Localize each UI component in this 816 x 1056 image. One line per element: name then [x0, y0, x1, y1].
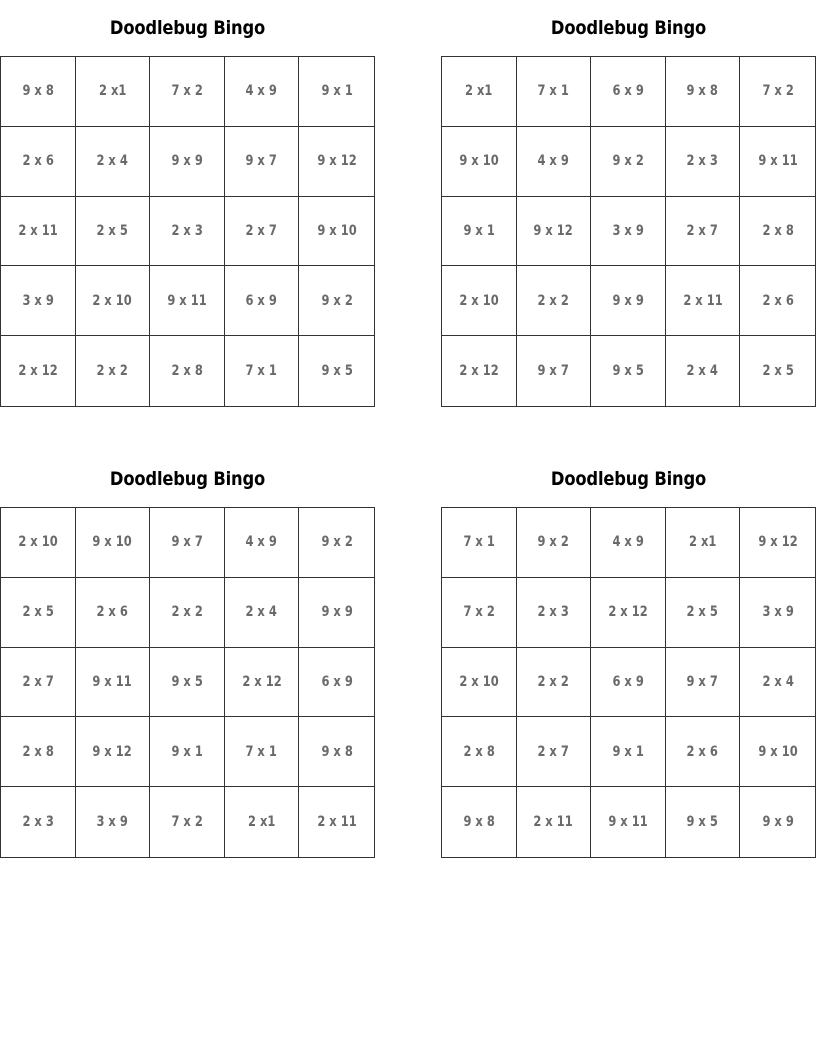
- bingo-cell-text: 2 x 6: [761, 292, 794, 309]
- bingo-cell-text: 2 x 3: [686, 153, 719, 170]
- bingo-cell-text: 7 x 1: [537, 83, 570, 100]
- bingo-cell: [76, 578, 151, 648]
- bingo-cell-text: 2 x1: [465, 83, 493, 100]
- bingo-cell-text: 4 x 9: [612, 534, 644, 551]
- bingo-cell-text: 2 x 3: [171, 222, 203, 239]
- bingo-cell-text: 9 x 8: [463, 814, 495, 831]
- bingo-cell: [591, 787, 666, 857]
- bingo-grid: [441, 507, 816, 858]
- bingo-cell: [740, 648, 815, 718]
- bingo-cell-text: 9 x 7: [245, 153, 278, 170]
- bingo-cell-text: 2 x 7: [245, 222, 278, 239]
- bingo-cell: [299, 266, 374, 336]
- bingo-cell: [442, 717, 517, 787]
- bingo-cell-text: 9 x 1: [171, 743, 203, 760]
- bingo-cell-text: 2 x 12: [18, 363, 58, 380]
- bingo-cell: [517, 648, 592, 718]
- bingo-cell: [76, 57, 151, 127]
- bingo-cell: [299, 787, 374, 857]
- bingo-cell: [150, 717, 225, 787]
- bingo-cell-text: 2 x 6: [96, 604, 129, 621]
- bingo-cell: [150, 578, 225, 648]
- bingo-cell-text: 9 x 10: [316, 222, 357, 239]
- bingo-cell-text: 9 x 2: [537, 534, 570, 551]
- bingo-cell: [591, 57, 666, 127]
- bingo-cell-text: 2 x 8: [761, 222, 794, 239]
- bingo-cell-text: 3 x 9: [761, 604, 794, 621]
- bingo-cell: [591, 336, 666, 406]
- bingo-cell-text: 2 x 3: [537, 604, 570, 621]
- bingo-cell: [150, 336, 225, 406]
- bingo-cell: [442, 648, 517, 718]
- bingo-cell: [225, 648, 300, 718]
- bingo-cell: [740, 787, 815, 857]
- bingo-cell-text: 6 x 9: [612, 673, 644, 690]
- bingo-cell-text: 2 x 11: [18, 222, 58, 239]
- bingo-cell: [442, 336, 517, 406]
- bingo-cell: [225, 266, 300, 336]
- bingo-cell: [1, 508, 76, 578]
- bingo-cell-text: 2 x 4: [96, 153, 129, 170]
- bingo-cell: [517, 57, 592, 127]
- bingo-cell: [517, 197, 592, 267]
- bingo-cell-text: 6 x 9: [612, 83, 644, 100]
- bingo-grid: [441, 56, 816, 407]
- bingo-cell: [225, 717, 300, 787]
- bingo-cell: [591, 508, 666, 578]
- bingo-card-1: [0, 1, 375, 407]
- bingo-cell-text: 9 x 7: [686, 673, 719, 690]
- bingo-cell: [150, 127, 225, 197]
- bingo-cell-text: 3 x 9: [612, 222, 644, 239]
- bingo-cell-text: 3 x 9: [96, 814, 129, 831]
- bingo-cell: [1, 717, 76, 787]
- bingo-cell: [442, 266, 517, 336]
- bingo-cell-text: 7 x 1: [245, 363, 278, 380]
- bingo-card-2: [441, 1, 816, 407]
- bingo-cell-text: 7 x 2: [463, 604, 495, 621]
- bingo-cell-text: 9 x 2: [320, 534, 353, 551]
- bingo-cell: [517, 266, 592, 336]
- bingo-cell: [740, 127, 815, 197]
- bingo-cell: [1, 57, 76, 127]
- bingo-cell: [591, 717, 666, 787]
- bingo-cell: [666, 717, 741, 787]
- bingo-cell-text: 7 x 2: [761, 83, 794, 100]
- bingo-cell: [76, 717, 151, 787]
- bingo-cell-text: 7 x 2: [171, 83, 203, 100]
- bingo-cell: [517, 578, 592, 648]
- bingo-cell-text: 9 x 2: [320, 292, 353, 309]
- bingo-cell: [740, 508, 815, 578]
- bingo-cell: [1, 266, 76, 336]
- bingo-cell-text: 9 x 5: [171, 673, 203, 690]
- bingo-cell-text: 9 x 1: [320, 83, 353, 100]
- bingo-cell: [442, 127, 517, 197]
- bingo-cell: [517, 717, 592, 787]
- bingo-cell: [591, 266, 666, 336]
- bingo-cell-text: 3 x 9: [22, 292, 54, 309]
- bingo-cell: [76, 266, 151, 336]
- bingo-cell-text: 2 x 11: [533, 814, 574, 831]
- bingo-cell-text: 9 x 9: [320, 604, 353, 621]
- bingo-cell: [517, 127, 592, 197]
- bingo-cell: [740, 336, 815, 406]
- bingo-cell-text: 2 x 6: [22, 153, 54, 170]
- bingo-cell: [740, 266, 815, 336]
- bingo-cell-text: 9 x 7: [171, 534, 203, 551]
- card-title: Doodlebug Bingo: [550, 468, 707, 490]
- bingo-cell-text: 9 x 7: [537, 363, 570, 380]
- bingo-cell-text: 2 x 11: [682, 292, 723, 309]
- bingo-cell: [76, 127, 151, 197]
- bingo-cell: [299, 127, 374, 197]
- bingo-cell: [1, 787, 76, 857]
- bingo-cell-text: 9 x 5: [320, 363, 353, 380]
- bingo-cell: [442, 578, 517, 648]
- bingo-cell-text: 2 x 2: [171, 604, 203, 621]
- bingo-cell-text: 2 x 8: [463, 743, 495, 760]
- bingo-cell: [740, 197, 815, 267]
- bingo-cell: [299, 197, 374, 267]
- bingo-cell-text: 2 x 7: [537, 743, 570, 760]
- bingo-cell-text: 9 x 8: [320, 743, 353, 760]
- bingo-cell-text: 9 x 1: [612, 743, 644, 760]
- bingo-cell-text: 7 x 1: [463, 534, 495, 551]
- bingo-cell-text: 7 x 2: [171, 814, 203, 831]
- bingo-cell: [299, 648, 374, 718]
- bingo-cell: [740, 717, 815, 787]
- bingo-cell-text: 2 x 8: [171, 363, 203, 380]
- bingo-cell: [225, 127, 300, 197]
- bingo-cell-text: 2 x 4: [245, 604, 278, 621]
- bingo-cell: [740, 578, 815, 648]
- bingo-cell-text: 9 x 5: [612, 363, 644, 380]
- bingo-cell-text: 9 x 12: [757, 534, 798, 551]
- bingo-cell-text: 2 x 6: [686, 743, 719, 760]
- bingo-cell: [299, 717, 374, 787]
- bingo-cell: [150, 648, 225, 718]
- bingo-cell-text: 2 x 2: [537, 292, 570, 309]
- bingo-cell-text: 2 x 11: [316, 814, 357, 831]
- bingo-cell: [225, 508, 300, 578]
- bingo-cell: [1, 648, 76, 718]
- bingo-cell-text: 9 x 10: [92, 534, 133, 551]
- bingo-grid: [0, 56, 375, 407]
- bingo-cell: [150, 508, 225, 578]
- bingo-cell: [442, 508, 517, 578]
- bingo-cell-text: 2 x 7: [686, 222, 719, 239]
- bingo-cell: [666, 336, 741, 406]
- bingo-cell-text: 2 x 10: [92, 292, 133, 309]
- bingo-cell-text: 9 x 11: [167, 292, 207, 309]
- bingo-cell: [442, 197, 517, 267]
- bingo-cell-text: 2 x 7: [22, 673, 54, 690]
- bingo-cell-text: 4 x 9: [245, 83, 278, 100]
- bingo-cell-text: 9 x 11: [608, 814, 648, 831]
- bingo-grid: [0, 507, 375, 858]
- bingo-cell: [442, 787, 517, 857]
- bingo-cell-text: 9 x 12: [533, 222, 574, 239]
- bingo-cell-text: 9 x 5: [686, 814, 719, 831]
- bingo-cell-text: 2 x 10: [18, 534, 58, 551]
- bingo-cell: [591, 197, 666, 267]
- bingo-cell: [299, 578, 374, 648]
- bingo-cell: [517, 336, 592, 406]
- bingo-card-4: [441, 452, 816, 858]
- bingo-cell: [225, 578, 300, 648]
- bingo-cell-text: 2 x1: [688, 534, 717, 551]
- bingo-cell-text: 2 x 5: [22, 604, 54, 621]
- bingo-cell-text: 2 x 2: [96, 363, 129, 380]
- bingo-cell: [740, 57, 815, 127]
- bingo-cell: [1, 197, 76, 267]
- bingo-cell: [76, 648, 151, 718]
- bingo-cell: [76, 787, 151, 857]
- bingo-cell: [666, 57, 741, 127]
- bingo-cell-text: 2 x 10: [459, 292, 499, 309]
- bingo-cell: [150, 787, 225, 857]
- bingo-cell: [225, 57, 300, 127]
- bingo-cell-text: 2 x 5: [96, 222, 129, 239]
- bingo-cell-text: 9 x 9: [612, 292, 644, 309]
- bingo-cell: [591, 648, 666, 718]
- bingo-cell: [666, 578, 741, 648]
- bingo-cell: [225, 336, 300, 406]
- bingo-cell: [666, 197, 741, 267]
- bingo-cell: [591, 578, 666, 648]
- bingo-cell: [1, 127, 76, 197]
- bingo-cell: [150, 57, 225, 127]
- bingo-cell-text: 2 x 4: [761, 673, 794, 690]
- bingo-cell: [225, 197, 300, 267]
- bingo-card-3: [0, 452, 375, 858]
- bingo-cell-text: 9 x 8: [22, 83, 54, 100]
- bingo-cell-text: 9 x 10: [459, 153, 499, 170]
- bingo-cell-text: 9 x 12: [316, 153, 357, 170]
- bingo-cell: [76, 336, 151, 406]
- bingo-cell: [299, 508, 374, 578]
- bingo-cell-text: 2 x 10: [459, 673, 499, 690]
- bingo-cell-text: 9 x 11: [757, 153, 798, 170]
- bingo-cell-text: 9 x 2: [612, 153, 644, 170]
- bingo-cell: [1, 578, 76, 648]
- bingo-cell: [666, 648, 741, 718]
- bingo-cell-text: 6 x 9: [320, 673, 353, 690]
- bingo-cell-text: 2 x 4: [686, 363, 719, 380]
- bingo-cell-text: 9 x 8: [686, 83, 719, 100]
- bingo-cell-text: 9 x 11: [92, 673, 133, 690]
- bingo-cell: [150, 197, 225, 267]
- bingo-cell: [299, 336, 374, 406]
- bingo-cell-text: 7 x 1: [245, 743, 278, 760]
- bingo-cell-text: 9 x 12: [92, 743, 133, 760]
- bingo-cell: [150, 266, 225, 336]
- bingo-cell-text: 9 x 9: [171, 153, 203, 170]
- bingo-cell: [591, 127, 666, 197]
- bingo-cell-text: 6 x 9: [245, 292, 278, 309]
- bingo-cell-text: 2 x 8: [22, 743, 54, 760]
- bingo-cell-text: 2 x 5: [686, 604, 719, 621]
- bingo-cell: [666, 787, 741, 857]
- card-title: Doodlebug Bingo: [550, 17, 707, 39]
- bingo-cell: [1, 336, 76, 406]
- bingo-cell-text: 2 x 12: [241, 673, 282, 690]
- bingo-cell: [442, 57, 517, 127]
- bingo-cell: [666, 266, 741, 336]
- bingo-cell-text: 2 x 12: [608, 604, 648, 621]
- bingo-cell-text: 9 x 9: [761, 814, 794, 831]
- bingo-cell-text: 2 x 12: [459, 363, 499, 380]
- card-title: Doodlebug Bingo: [109, 17, 266, 39]
- bingo-cell: [517, 787, 592, 857]
- bingo-cell-text: 9 x 10: [757, 743, 798, 760]
- bingo-cell: [225, 787, 300, 857]
- bingo-cell-text: 9 x 1: [463, 222, 495, 239]
- bingo-cell-text: 2 x1: [247, 814, 276, 831]
- bingo-cell: [666, 127, 741, 197]
- bingo-cell: [517, 508, 592, 578]
- bingo-cell: [76, 197, 151, 267]
- bingo-cell: [76, 508, 151, 578]
- bingo-cell-text: 4 x 9: [245, 534, 278, 551]
- bingo-cell-text: 4 x 9: [537, 153, 570, 170]
- bingo-cell: [666, 508, 741, 578]
- card-title: Doodlebug Bingo: [109, 468, 266, 490]
- bingo-cell-text: 2 x1: [98, 83, 127, 100]
- bingo-cell-text: 2 x 3: [22, 814, 54, 831]
- bingo-cell: [299, 57, 374, 127]
- bingo-cell-text: 2 x 2: [537, 673, 570, 690]
- bingo-cell-text: 2 x 5: [761, 363, 794, 380]
